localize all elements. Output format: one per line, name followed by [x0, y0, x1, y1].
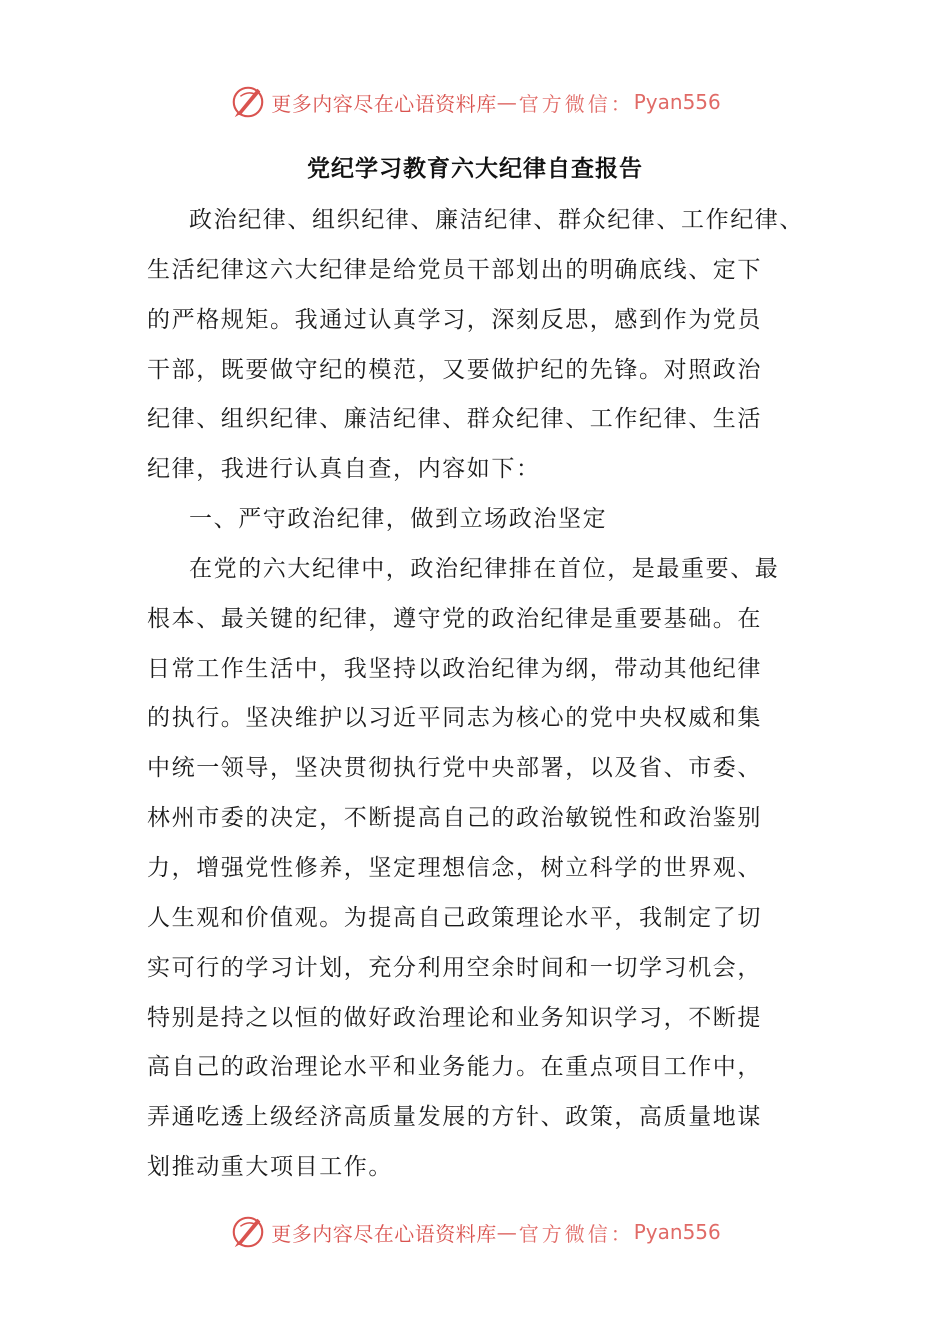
banner-main-text: 更多内容尽在心语资料库	[271, 1221, 497, 1246]
body-text-line: 在党的六大纪律中，政治纪律排在首位，是最重要、最	[189, 555, 780, 582]
body-text-line: 日常工作生活中，我坚持以政治纪律为纲，带动其他纪律	[147, 655, 762, 682]
quill-logo-icon	[229, 83, 267, 121]
body-text-line: 弄通吃透上级经济高质量发展的方针、政策，高质量地谋	[147, 1104, 762, 1131]
body-text-line: 特别是持之以恒的做好政治理论和业务知识学习，不断提	[147, 1004, 762, 1031]
banner-wechat-label: 官方微信：	[518, 1221, 634, 1246]
body-text-line: 力，增强党性修养，坚定理想信念，树立科学的世界观、	[147, 854, 762, 881]
header-banner	[0, 82, 950, 122]
body-text-line: 政治纪律、组织纪律、廉洁纪律、群众纪律、工作纪律、	[189, 207, 804, 233]
banner-wechat-label: 官方微信：	[518, 91, 634, 116]
document-body	[147, 196, 807, 1193]
document-title: 党纪学习教育六大纪律自查报告	[307, 155, 643, 182]
body-text-line: 生活纪律这六大纪律是给党员干部划出的明确底线、定下	[147, 256, 762, 283]
body-text-line: 纪律，我进行认真自查，内容如下：	[147, 456, 541, 483]
body-text-line: 实可行的学习计划，充分利用空余时间和一切学习机会，	[147, 954, 762, 981]
banner-main-text: 更多内容尽在心语资料库	[271, 91, 497, 116]
body-text-line: 中统一领导，坚决贯彻执行党中央部署，以及省、市委、	[147, 755, 762, 782]
body-text-line: 人生观和价值观。为提高自己政策理论水平，我制定了切	[147, 904, 762, 931]
body-text-line: 林州市委的决定，不断提高自己的政治敏锐性和政治鉴别	[147, 805, 762, 832]
body-text-line: 纪律、组织纪律、廉洁纪律、群众纪律、工作纪律、生活	[147, 406, 762, 433]
banner-dash: —	[496, 1220, 517, 1244]
body-text-line: 一、严守政治纪律，做到立场政治坚定	[189, 506, 608, 533]
body-text-line: 根本、最关键的纪律，遵守党的政治纪律是重要基础。在	[147, 605, 762, 632]
body-text-line: 的执行。坚决维护以习近平同志为核心的党中央权威和集	[147, 705, 762, 732]
banner-wechat-id: Pyan556	[633, 1220, 721, 1244]
quill-logo-icon	[229, 1213, 267, 1251]
banner-wechat-id: Pyan556	[633, 90, 721, 114]
banner-dash: —	[496, 90, 517, 114]
footer-banner	[0, 1212, 950, 1252]
body-text-line: 高自己的政治理论水平和业务能力。在重点项目工作中，	[147, 1054, 762, 1081]
body-text-line: 干部，既要做守纪的模范，又要做护纪的先锋。对照政治	[147, 356, 762, 383]
body-text-line: 的严格规矩。我通过认真学习，深刻反思，感到作为党员	[147, 306, 762, 333]
body-text-line: 划推动重大项目工作。	[147, 1154, 393, 1181]
